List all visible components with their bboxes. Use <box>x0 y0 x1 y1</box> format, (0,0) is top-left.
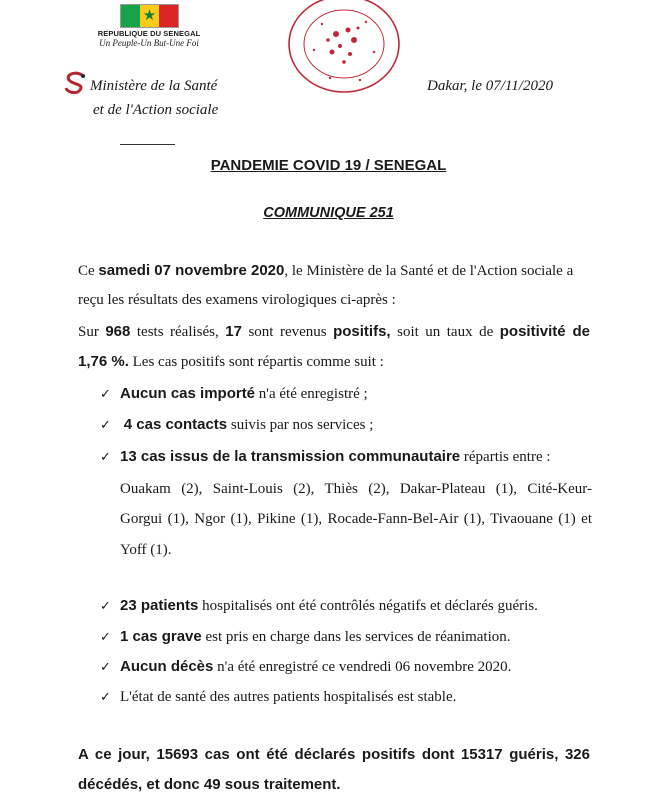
check-icon: ✓ <box>100 418 111 433</box>
place-date: Dakar, le 07/11/2020 <box>427 78 553 94</box>
stats-text: soit un taux de <box>390 324 500 340</box>
national-motto: Un Peuple-Un But-Une Foi <box>99 38 199 48</box>
check-icon: ✓ <box>100 660 111 675</box>
bullet-text: L'état de santé des autres patients hospitalisés est stable. <box>120 689 457 705</box>
stats-line-1 <box>78 323 590 341</box>
check-icon: ✓ <box>100 450 111 465</box>
stats-text: sont revenus <box>241 324 334 340</box>
senegal-flag <box>120 4 179 28</box>
check-icon: ✓ <box>100 387 111 402</box>
tests-count: 968 <box>105 323 131 340</box>
ministry-logo-icon <box>62 70 88 96</box>
intro-date: samedi 07 novembre 2020 <box>98 262 285 279</box>
bullet-bold: Aucun décès <box>120 658 214 675</box>
bullet-community <box>100 448 551 466</box>
page-title: PANDEMIE COVID 19 / SENEGAL <box>210 157 447 174</box>
stats-line-2 <box>78 353 384 371</box>
check-icon: ✓ <box>100 690 111 705</box>
header-rule <box>120 144 175 145</box>
bullet-text: hospitalisés ont été contrôlés négatifs et déclarés guéris. <box>198 598 538 614</box>
bullet-deaths <box>100 658 511 676</box>
republic-name: REPUBLIQUE DU SENEGAL <box>97 29 201 38</box>
summary-line-2: décédés, et donc 49 sous traitement. <box>78 776 341 793</box>
locations-line-3: Yoff (1). <box>120 542 172 558</box>
bullet-imported <box>100 385 368 403</box>
official-stamp <box>284 0 404 100</box>
bullet-text: n'a été enregistré ; <box>255 386 368 402</box>
stats-text: tests réalisés, <box>130 324 226 340</box>
positivity-rate: 1,76 %. <box>78 353 129 370</box>
check-icon: ✓ <box>100 630 111 645</box>
positivite-label: positivité de <box>499 323 591 340</box>
intro-line-2: reçu les résultats des examens virologiques ci-après : <box>78 292 396 308</box>
summary-line-1: A ce jour, 15693 cas ont été déclarés positifs dont 15317 guéris, 326 <box>78 746 590 763</box>
ministry-line-2: et de l'Action sociale <box>93 102 219 118</box>
bullet-text: répartis entre : <box>460 449 551 465</box>
bullet-text: suivis par nos services ; <box>227 417 374 433</box>
ministry-line-1: Ministère de la Santé <box>90 78 218 94</box>
check-icon: ✓ <box>100 599 111 614</box>
bullet-text: est pris en charge dans les services de réanimation. <box>201 629 511 645</box>
intro-line-1 <box>78 262 573 280</box>
ministry-name <box>90 74 218 122</box>
star-icon: ★ <box>142 7 157 24</box>
intro-text: Ce <box>78 263 99 279</box>
bullet-recovered <box>100 597 538 615</box>
bullet-bold: Aucun cas importé <box>120 385 256 402</box>
stats-text: Les cas positifs sont répartis comme suit : <box>128 354 384 370</box>
locations-line-1: Ouakam (2), Saint-Louis (2), Thiès (2), Dakar-Plateau (1), Cité-Keur- <box>120 481 592 497</box>
locations-line-2: Gorgui (1), Ngor (1), Pikine (1), Rocade-Fann-Bel-Air (1), Tivaouane (1) et <box>120 511 592 527</box>
positifs-label: positifs, <box>333 323 391 340</box>
bullet-contacts <box>100 416 373 434</box>
stats-text: Sur <box>78 324 106 340</box>
communique-number: COMMUNIQUE 251 <box>263 205 394 221</box>
bullet-severe <box>100 628 511 646</box>
bullet-bold: 4 cas contacts <box>123 416 228 433</box>
positive-count: 17 <box>225 323 242 340</box>
bullet-bold: 13 cas issus de la transmission communautaire <box>120 448 461 465</box>
bullet-text: n'a été enregistré ce vendredi 06 novembre 2020. <box>213 659 512 675</box>
intro-text: , le Ministère de la Santé et de l'Action sociale a <box>284 263 574 279</box>
bullet-stable <box>100 689 456 706</box>
bullet-bold: 1 cas grave <box>120 628 202 645</box>
bullet-bold: 23 patients <box>120 597 199 614</box>
